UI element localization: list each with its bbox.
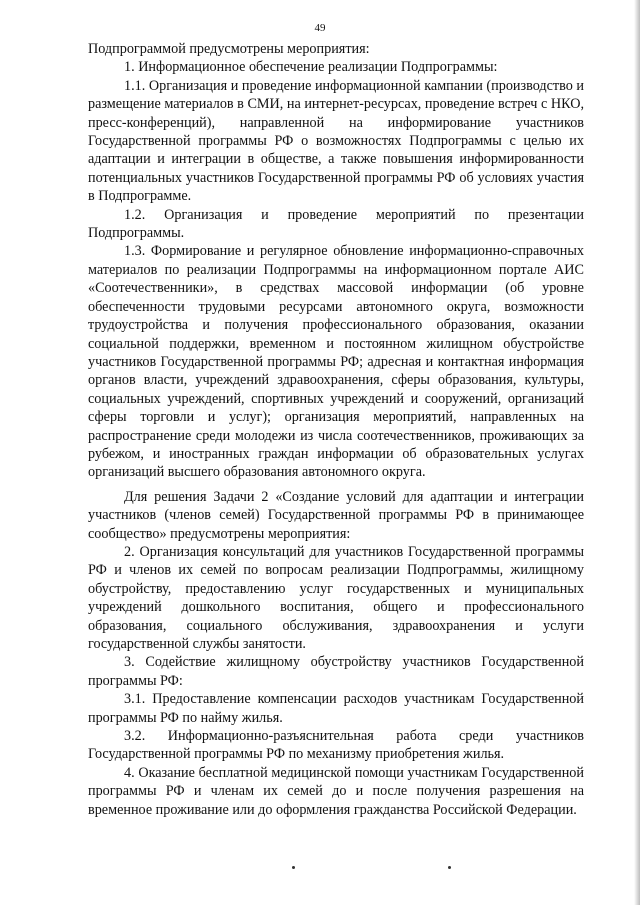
scan-edge-shadow <box>634 0 640 905</box>
paragraph: 4. Оказание бесплатной медицинской помощи участникам Государственной программы РФ и членам их семей до и после получения разрешения на временное проживание или до оформления гражданства Российской Федерации. <box>88 764 584 818</box>
page-number: 49 <box>314 22 326 34</box>
paragraph: 2. Организация консультаций для участников Государственной программы РФ и членов их семей по вопросам реализации Подпрограммы, жилищному обустройству, предоставлению услуг государственных и муниципальных учреждений дошкольного воспитания, общего и профессионального образования, социального обслуживания, здравоохранения и услуги государственной службы занятости. <box>88 543 584 652</box>
paragraph: 3.2. Информационно-разъяснительная работа среди участников Государственной программы РФ по механизму приобретения жилья. <box>88 728 584 763</box>
paragraph: 3. Содействие жилищному обустройству участников Государственной программы РФ: <box>88 654 584 689</box>
scan-speck <box>292 866 295 869</box>
paragraph: Для решения Задачи 2 «Создание условий для адаптации и интеграции участников (членов семей) Государственной программы РФ в принимающее сообщество» предусмотрены мероприятия: <box>88 488 584 542</box>
document-body <box>88 40 584 819</box>
paragraph: 3.1. Предоставление компенсации расходов участникам Государственной программы РФ по найму жилья. <box>88 691 584 726</box>
paragraph: Подпрограммой предусмотрены мероприятия: <box>88 41 370 57</box>
paragraph: 1. Информационное обеспечение реализации Подпрограммы: <box>124 59 498 76</box>
scan-speck <box>448 866 451 869</box>
paragraph: 1.2. Организация и проведение мероприятий по презентации Подпрограммы. <box>88 206 584 242</box>
paragraph: 1.3. Формирование и регулярное обновление информационно-справочных материалов по реализации Подпрограммы на информационном портале АИС «Соотечественники», в средствах массовой информации (об уровне обеспеченности трудовыми ресурсами автономного округа, возможности трудоустройства и получения профессионального образования, оказании социальной поддержки, временном и постоянном жилищном обустройстве участников Государственной программы РФ; адресная и контактная информация органов власти, учреждений здравоохранения, сферы образования, культуры, социальных учреждений, спортивных учреждений и сооружений, организаций сферы торговли и услуг); организация мероприятий, направленных на распространение среди молодежи из числа соотечественников, проживающих за рубежом, и иностранных граждан информации об образовательных услугах организаций высшего образования автономного округа. <box>88 243 584 481</box>
paragraph: 1.1. Организация и проведение информационной кампании (производство и размещение материалов в СМИ, на интернет-ресурсах, проведение встреч с НКО, пресс-конференций), направленной на информирование участников Государственной программы РФ о возможностях Подпрограммы с целью их адаптации и интеграции в обществе, а также повышения информированности потенциальных участников Государственной программы РФ об условиях участия в Подпрограмме. <box>88 77 584 205</box>
